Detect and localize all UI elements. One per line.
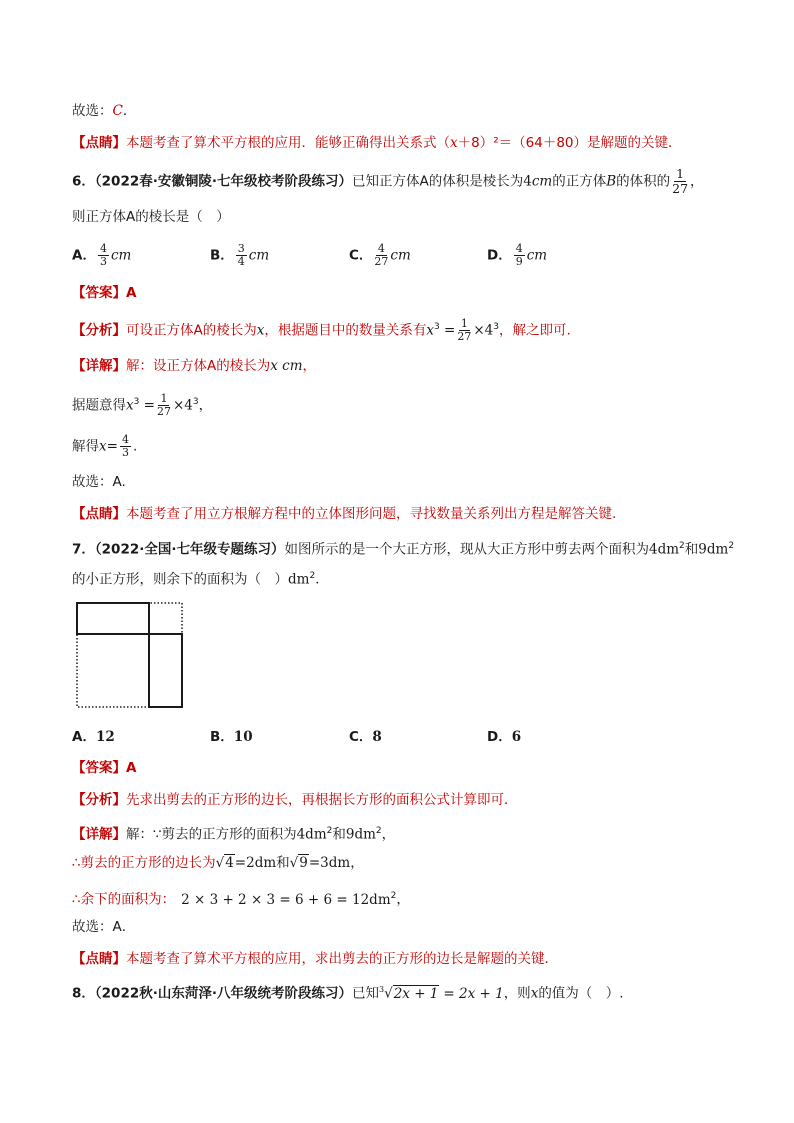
- answer-line-prev: 故选：C．: [72, 103, 137, 119]
- dianjing-prev: 【点睛】本题考查了算术平方根的应用．能够正确得出关系式（x＋8）²＝（64＋80）是解题的关键．: [72, 135, 682, 151]
- q8-stem: 8．（2022秋·山东菏泽·八年级统考阶段练习）已知$^3$√2x + 1 = 2x + 1，则x的值为（ ）.: [72, 985, 624, 1002]
- q6-detail-eq2: 解得x= $\frac{4}{3}$ .: [72, 433, 138, 459]
- q6-option-c[interactable]: C． $\frac{4}{27}$ cm: [349, 242, 411, 268]
- q7-stem-line2: 的小正方形，则余下的面积为（ ）$dm^2$．: [72, 571, 329, 588]
- q7-option-b[interactable]: B．10: [210, 729, 253, 745]
- q6-stem: 6．（2022春·安徽铜陵·七年级校考阶段练习）已知正方体A的体积是棱长为4cm的正方体B的体积的 $\frac{1}{27}$ ，: [72, 166, 704, 196]
- q6-detail: 【详解】解：设正方体A的棱长为x cm，: [72, 358, 317, 374]
- q7-option-d[interactable]: D．6: [487, 729, 522, 745]
- q7-step2: ∴余下的面积为： $2 \times 3 + 2 \times 3 = 6 + 6 = 12dm^2$，: [72, 891, 410, 908]
- q6-option-a[interactable]: A． $\frac{4}{3}$ cm: [72, 242, 132, 268]
- q6-dianjing: 【点睛】本题考查了用立方根解方程中的立体图形问题，寻找数量关系列出方程是解答关键.: [72, 506, 617, 522]
- q7-dianjing: 【点睛】本题考查了算术平方根的应用，求出剪去的正方形的边长是解题的关键．: [72, 951, 558, 967]
- rect-top-left: [77, 603, 149, 634]
- q6-choice: 故选：A.: [72, 474, 126, 490]
- q7-stem: 7．（2022·全国·七年级专题练习）如图所示的是一个大正方形，现从大正方形中剪去两个面积为$4dm^2$和$9dm^2$: [72, 541, 735, 558]
- squares-figure: [74, 600, 186, 710]
- q7-choice: 故选：A．: [72, 919, 136, 935]
- q6-detail-eq1: 据题意得$x^3$ = $\frac{1}{27}$ $\times 4^3$，: [72, 392, 213, 418]
- q7-answer: 【答案】A: [72, 760, 137, 776]
- q6-answer: 【答案】A: [72, 285, 137, 301]
- q7-step1: ∴剪去的正方形的边长为√4=2dm和√9=3dm，: [72, 855, 364, 871]
- q7-detail: 【详解】解：∵剪去的正方形的面积为$4dm^2$和$9dm^2$，: [72, 826, 396, 843]
- q6-stem-line2: 则正方体A的棱长是（ ）: [72, 209, 230, 225]
- outer-square-dotted: [77, 603, 182, 707]
- q7-option-c[interactable]: C．8: [349, 729, 382, 745]
- q6-option-b[interactable]: B． $\frac{3}{4}$ cm: [210, 242, 270, 268]
- q7-option-a[interactable]: A．12: [72, 729, 115, 745]
- rect-right: [149, 634, 182, 707]
- fraction: $\frac{1}{27}$: [672, 166, 689, 196]
- q7-analysis: 【分析】先求出剪去的正方形的边长，再根据长方形的面积公式计算即可．: [72, 792, 518, 808]
- q6-option-d[interactable]: D． $\frac{4}{9}$ cm: [487, 242, 548, 268]
- q6-analysis: 【分析】可设正方体A的棱长为x，根据题目中的数量关系有$x^3$ = $\frac{1}{27}$ $\times 4^3$，解之即可.: [72, 317, 571, 343]
